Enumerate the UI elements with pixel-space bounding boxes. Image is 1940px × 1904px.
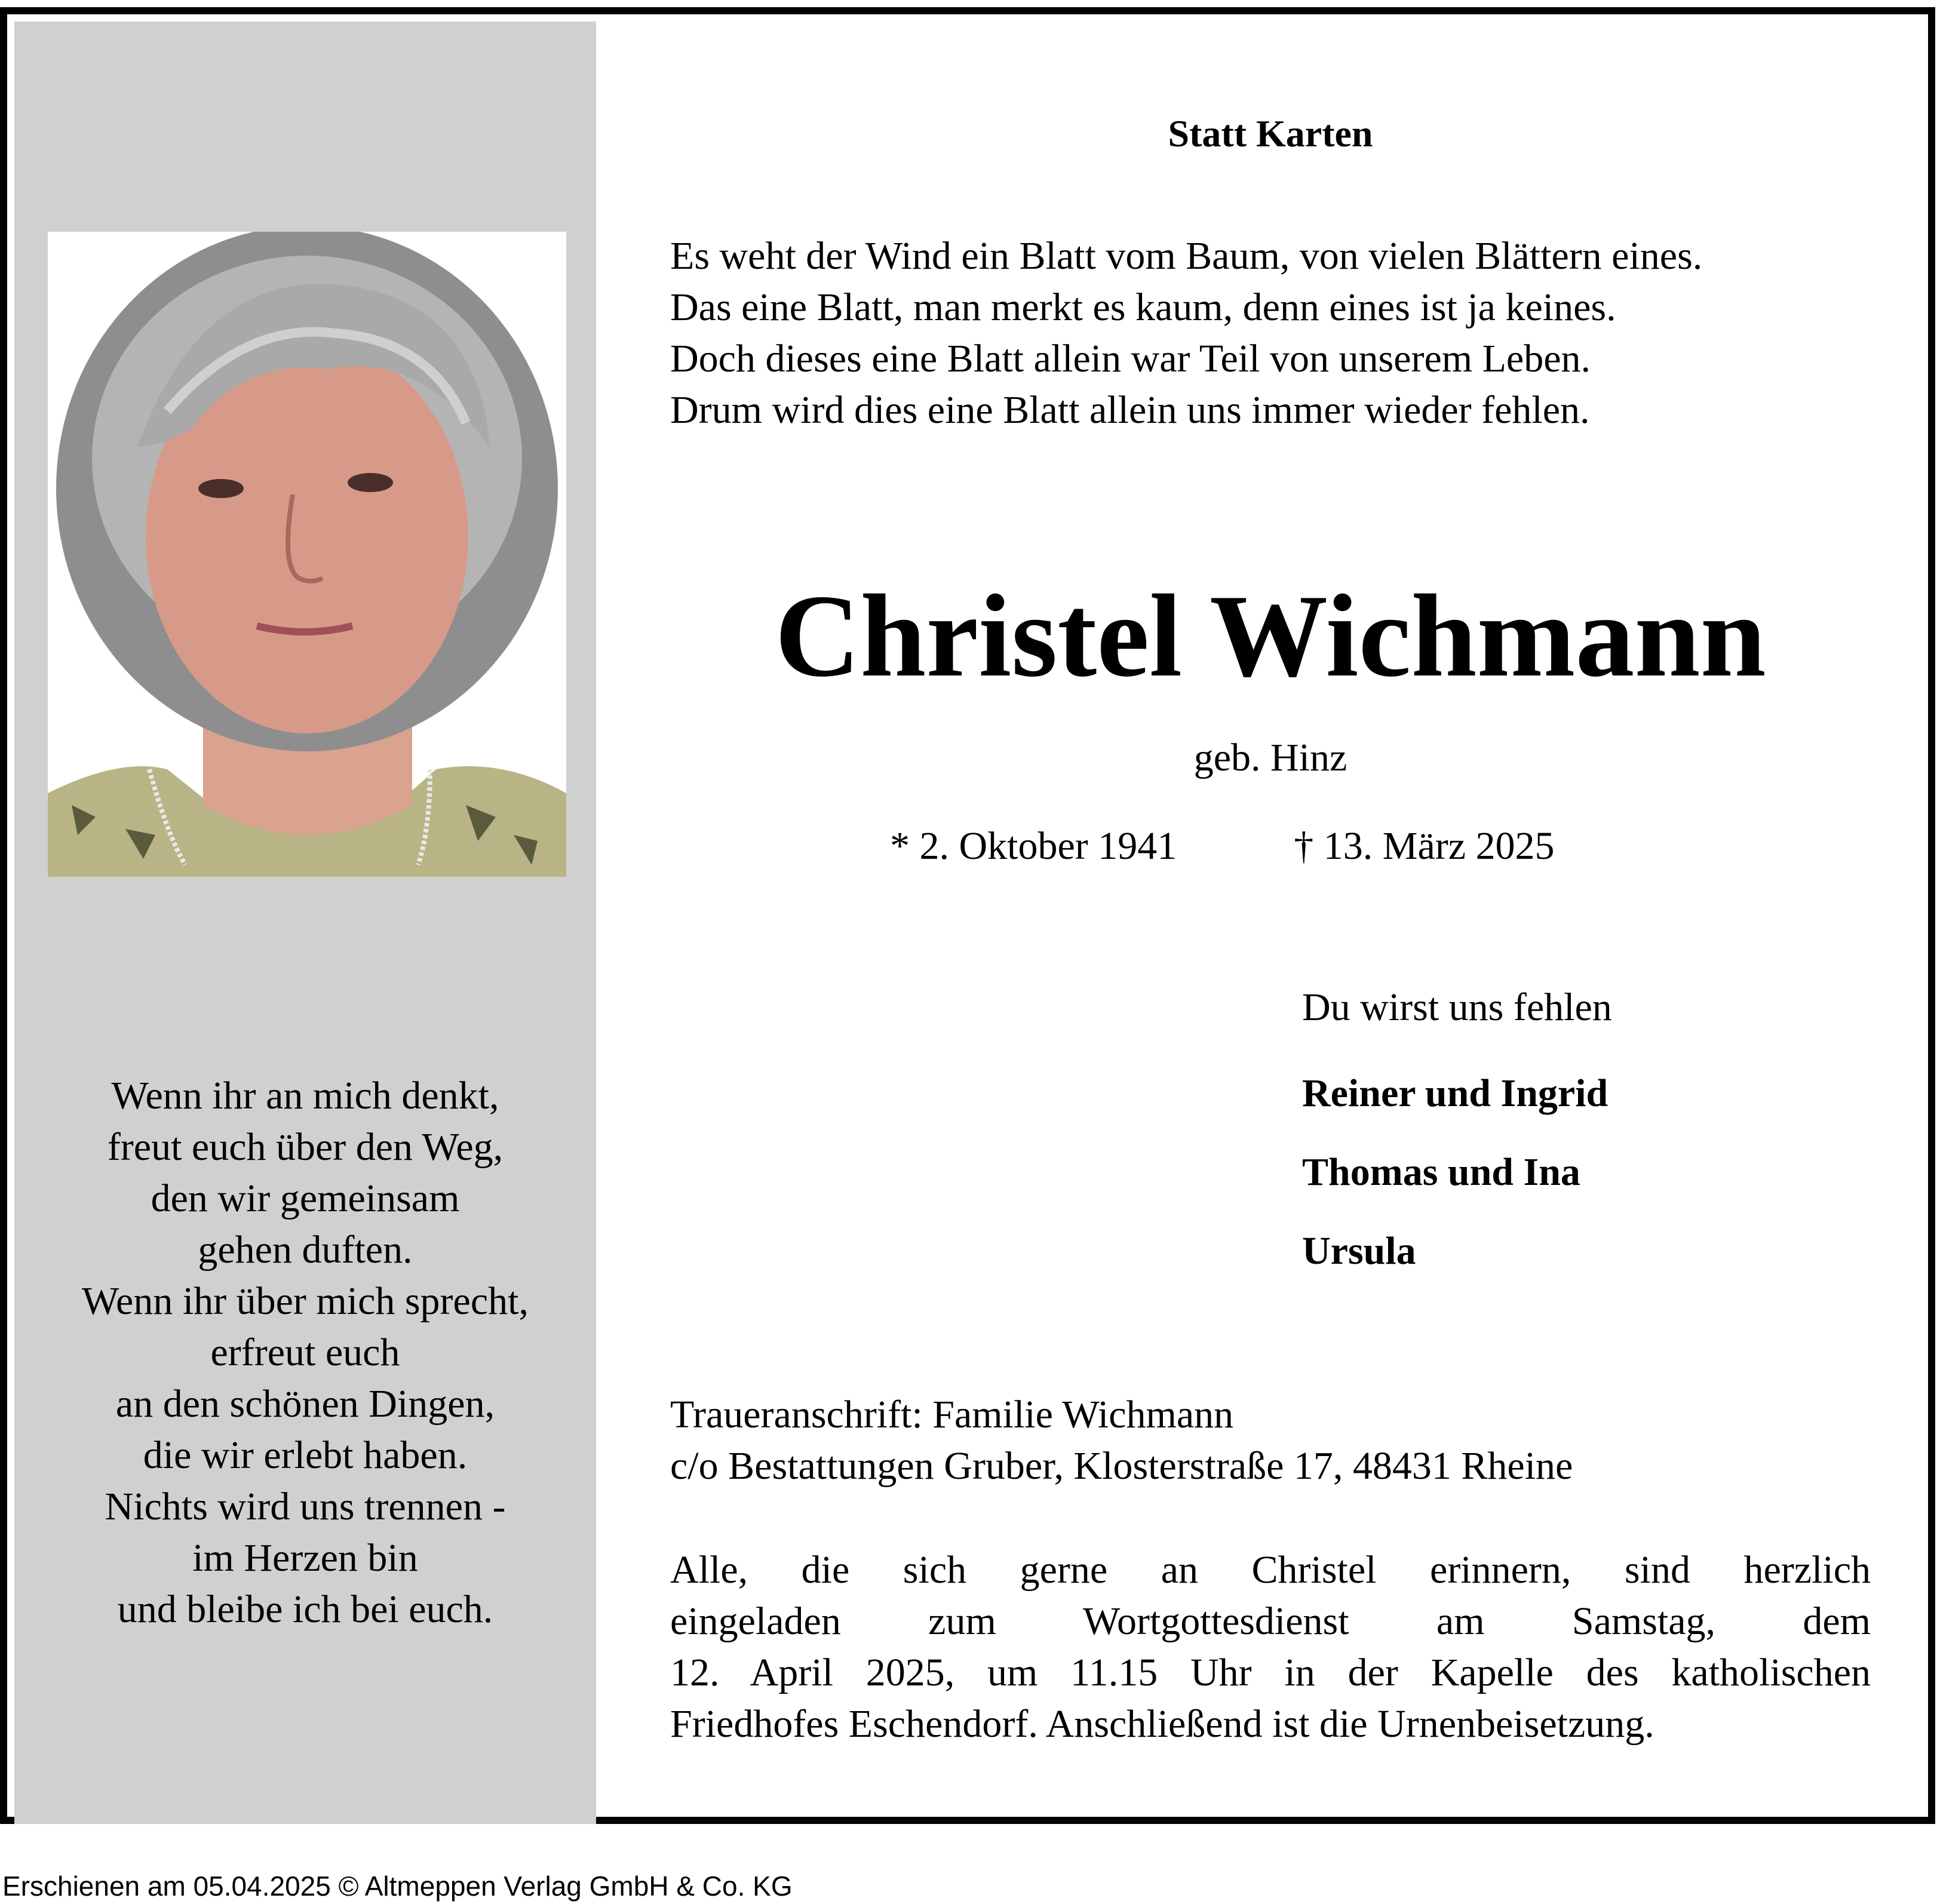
deceased-name: Christel Wichmann: [775, 570, 1766, 701]
portrait-photo: [48, 232, 566, 877]
life-dates: [890, 821, 1555, 872]
invitation-line: Alle, die sich gerne an Christel erinnern, sind herzlich: [670, 1548, 1871, 1592]
side-poem-line: gehen duften.: [198, 1228, 413, 1272]
side-poem-line: Nichts wird uns trennen -: [105, 1485, 506, 1528]
mourner-name: Reiner und Ingrid: [1302, 1071, 1609, 1115]
main-poem: [670, 231, 1871, 436]
side-poem-line: Wenn ihr an mich denkt,: [111, 1074, 499, 1117]
side-poem: [14, 1070, 596, 1635]
invitation-line: eingeladen zum Wortgottesdienst am Samstag, dem: [670, 1599, 1871, 1643]
main-poem-line: Das eine Blatt, man merkt es kaum, denn eines ist ja keines.: [670, 285, 1616, 329]
mourner-name: Ursula: [1302, 1229, 1416, 1273]
portrait-image: [48, 232, 566, 877]
side-poem-line: Wenn ihr über mich sprecht,: [82, 1279, 529, 1323]
side-poem-line: die wir erlebt haben.: [143, 1433, 468, 1477]
side-poem-line: und bleibe ich bei euch.: [117, 1587, 493, 1631]
mourner-name: Thomas und Ina: [1302, 1150, 1580, 1194]
death-date: † 13. März 2025: [1294, 824, 1555, 868]
header-statt-karten: Statt Karten: [1168, 112, 1373, 155]
birth-date: * 2. Oktober 1941: [890, 824, 1177, 868]
mourning-address: [670, 1389, 1871, 1492]
invitation-line: 12. April 2025, um 11.15 Uhr in der Kapelle des katholischen: [670, 1651, 1871, 1694]
side-poem-line: den wir gemeinsam: [151, 1177, 460, 1220]
maiden-name: geb. Hinz: [1193, 736, 1347, 779]
side-poem-line: an den schönen Dingen,: [115, 1382, 495, 1426]
side-poem-line: freut euch über den Weg,: [107, 1125, 504, 1169]
sidebar: [14, 22, 596, 1824]
publication-footer: Erschienen am 05.04.2025 © Altmeppen Verlag GmbH & Co. KG: [2, 1871, 793, 1902]
side-poem-line: erfreut euch: [210, 1331, 400, 1374]
mourners-block: [1302, 982, 1612, 1304]
mourners-intro: Du wirst uns fehlen: [1302, 985, 1612, 1029]
service-invitation: [670, 1544, 1871, 1750]
side-poem-line: im Herzen bin: [192, 1536, 418, 1580]
address-line: Traueranschrift: Familie Wichmann: [670, 1393, 1234, 1436]
main-poem-line: Doch dieses eine Blatt allein war Teil von unserem Leben.: [670, 337, 1591, 380]
address-line: c/o Bestattungen Gruber, Klosterstraße 17, 48431 Rheine: [670, 1444, 1573, 1488]
main-poem-line: Es weht der Wind ein Blatt vom Baum, von vielen Blättern eines.: [670, 234, 1703, 278]
invitation-line: Friedhofes Eschendorf. Anschließend ist die Urnenbeisetzung.: [670, 1702, 1654, 1746]
main-poem-line: Drum wird dies eine Blatt allein uns immer wieder fehlen.: [670, 388, 1590, 432]
obituary-frame: [0, 7, 1935, 1824]
